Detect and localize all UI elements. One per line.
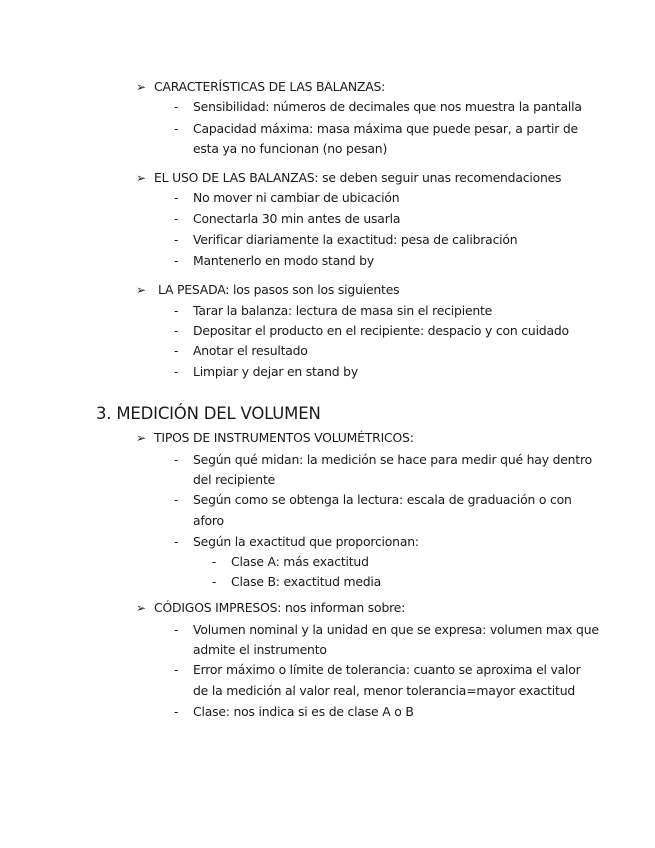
dash-marker: - (174, 623, 179, 637)
sub-list-item: Clase B: exactitud media (231, 574, 382, 589)
dash-marker: - (174, 663, 179, 677)
dash-marker: - (174, 453, 179, 467)
bullet-arrow-icon: ➢ (136, 431, 147, 445)
section-title-tipos: TIPOS DE INSTRUMENTOS VOLUMÉTRICOS: (154, 430, 414, 445)
dash-marker: - (174, 535, 179, 549)
dash-marker: - (174, 365, 179, 379)
list-item: Limpiar y dejar en stand by (193, 364, 358, 379)
list-item: Anotar el resultado (193, 343, 308, 358)
bullet-arrow-icon: ➢ (136, 80, 147, 94)
section-title-codigos: CÓDIGOS IMPRESOS: nos informan sobre: (154, 600, 406, 615)
list-item: No mover ni cambiar de ubicación (193, 190, 400, 205)
list-item-continuation: de la medición al valor real, menor tolerancia=mayor exactitud (193, 683, 576, 698)
list-item: Error máximo o límite de tolerancia: cuanto se aproxima el valor (193, 662, 581, 677)
list-item: Mantenerlo en modo stand by (193, 253, 374, 268)
bullet-arrow-icon: ➢ (136, 601, 147, 615)
list-item-continuation: del recipiente (193, 472, 276, 487)
section-title-uso: EL USO DE LAS BALANZAS: se deben seguir unas recomendaciones (154, 170, 562, 185)
section-title-caracteristicas: CARACTERÍSTICAS DE LAS BALANZAS: (154, 79, 386, 94)
list-item: Sensibilidad: números de decimales que nos muestra la pantalla (193, 99, 582, 114)
dash-marker: - (174, 100, 179, 114)
dash-marker: - (212, 575, 217, 589)
dash-marker: - (174, 493, 179, 507)
list-item: Capacidad máxima: masa máxima que puede pesar, a partir de (193, 121, 578, 136)
list-item: Verificar diariamente la exactitud: pesa de calibración (193, 232, 518, 247)
list-item-continuation: aforo (193, 513, 224, 528)
list-item: Según la exactitud que proporcionan: (193, 534, 419, 549)
dash-marker: - (174, 233, 179, 247)
dash-marker: - (212, 555, 217, 569)
list-item: Clase: nos indica si es de clase A o B (193, 704, 414, 719)
dash-marker: - (174, 122, 179, 136)
section-title-pesada: LA PESADA: los pasos son los siguientes (158, 282, 400, 297)
section-heading-volumen: 3. MEDICIÓN DEL VOLUMEN (96, 404, 321, 423)
list-item: Volumen nominal y la unidad en que se expresa: volumen max que (193, 622, 599, 637)
list-item: Según como se obtenga la lectura: escala de graduación o con (193, 492, 572, 507)
dash-marker: - (174, 254, 179, 268)
dash-marker: - (174, 212, 179, 226)
dash-marker: - (174, 324, 179, 338)
dash-marker: - (174, 705, 179, 719)
list-item: Depositar el producto en el recipiente: despacio y con cuidado (193, 323, 569, 338)
dash-marker: - (174, 191, 179, 205)
list-item: Según qué midan: la medición se hace para medir qué hay dentro (193, 452, 592, 467)
bullet-arrow-icon: ➢ (136, 283, 147, 297)
list-item: Conectarla 30 min antes de usarla (193, 211, 401, 226)
bullet-arrow-icon: ➢ (136, 171, 147, 185)
dash-marker: - (174, 304, 179, 318)
sub-list-item: Clase A: más exactitud (231, 554, 369, 569)
dash-marker: - (174, 344, 179, 358)
list-item-continuation: admite el instrumento (193, 642, 327, 657)
list-item-continuation: esta ya no funcionan (no pesan) (193, 141, 388, 156)
list-item: Tarar la balanza: lectura de masa sin el recipiente (193, 303, 493, 318)
